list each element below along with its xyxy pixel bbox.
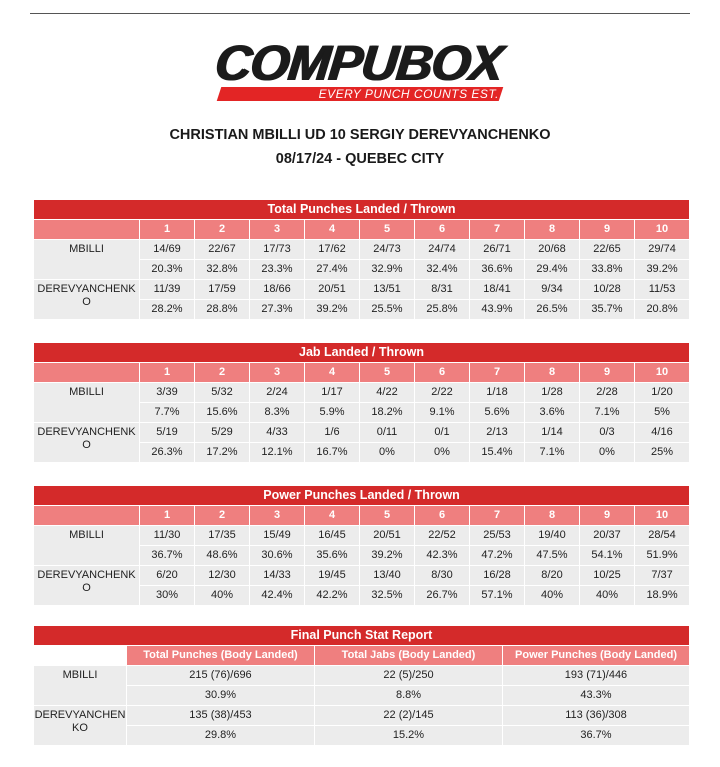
fighter-name: MBILLI <box>34 240 140 280</box>
stat-cell: 11/30 <box>140 526 195 546</box>
stat-cell: 3/39 <box>140 383 195 403</box>
stat-cell: 36.7% <box>140 546 195 566</box>
stat-cell: 12/30 <box>195 566 250 586</box>
table-title: Power Punches Landed / Thrown <box>34 486 690 506</box>
stat-cell: 18.9% <box>635 586 690 606</box>
logo-tagline: EVERY PUNCH COUNTS EST. 1985 <box>318 87 499 117</box>
round-header: 7 <box>470 363 525 383</box>
stat-cell: 25.5% <box>360 300 415 320</box>
final-row-f2-pcts <box>34 726 690 746</box>
round-header-blank <box>34 220 140 240</box>
stat-cell: 14/69 <box>140 240 195 260</box>
round-header: 9 <box>580 363 635 383</box>
round-header: 1 <box>140 506 195 526</box>
table-title: Total Punches Landed / Thrown <box>34 200 690 220</box>
stat-cell: 20/51 <box>305 280 360 300</box>
stat-cell: 8/20 <box>525 566 580 586</box>
stat-cell: 22/65 <box>580 240 635 260</box>
round-header: 5 <box>360 220 415 240</box>
fighter-name: MBILLI <box>34 383 140 423</box>
round-header: 5 <box>360 363 415 383</box>
stat-cell: 9/34 <box>525 280 580 300</box>
stat-cell: 5% <box>635 403 690 423</box>
final-cell: 135 (38)/453 <box>127 706 315 726</box>
stat-cell: 18/41 <box>470 280 525 300</box>
stat-cell: 0/1 <box>415 423 470 443</box>
stat-cell: 2/22 <box>415 383 470 403</box>
stat-cell: 20/68 <box>525 240 580 260</box>
stat-cell: 19/40 <box>525 526 580 546</box>
stat-cell: 39.2% <box>635 260 690 280</box>
fighter-name: MBILLI <box>34 666 127 706</box>
fighter-name: DEREVYANCHENKO <box>34 280 140 320</box>
stat-cell: 26.7% <box>415 586 470 606</box>
stat-cell: 11/39 <box>140 280 195 300</box>
round-header-blank <box>34 363 140 383</box>
stat-cell: 5/19 <box>140 423 195 443</box>
final-cell: 30.9% <box>127 686 315 706</box>
stat-cell: 17/62 <box>305 240 360 260</box>
stat-cell: 30% <box>140 586 195 606</box>
stat-cell: 25% <box>635 443 690 463</box>
stat-row-f1-counts <box>34 383 690 403</box>
round-header: 3 <box>250 506 305 526</box>
stat-cell: 13/40 <box>360 566 415 586</box>
round-header: 10 <box>635 220 690 240</box>
stat-cell: 7.1% <box>525 443 580 463</box>
round-header: 6 <box>415 363 470 383</box>
stat-cell: 1/6 <box>305 423 360 443</box>
stat-cell: 5/32 <box>195 383 250 403</box>
round-header: 10 <box>635 363 690 383</box>
stat-row-f1-counts <box>34 526 690 546</box>
stat-cell: 0/3 <box>580 423 635 443</box>
stat-cell: 5.9% <box>305 403 360 423</box>
stat-cell: 2/28 <box>580 383 635 403</box>
stat-cell: 7.7% <box>140 403 195 423</box>
stat-cell: 43.9% <box>470 300 525 320</box>
stat-cell: 1/14 <box>525 423 580 443</box>
stat-cell: 20.8% <box>635 300 690 320</box>
stat-cell: 8.3% <box>250 403 305 423</box>
stat-cell: 42.4% <box>250 586 305 606</box>
round-header: 5 <box>360 506 415 526</box>
stat-cell: 16/45 <box>305 526 360 546</box>
fight-title: CHRISTIAN MBILLI UD 10 SERGIY DEREVYANCHENKO <box>169 127 551 143</box>
stat-row-f1-counts <box>34 240 690 260</box>
stat-cell: 42.3% <box>415 546 470 566</box>
round-header: 3 <box>250 363 305 383</box>
stat-cell: 29.4% <box>525 260 580 280</box>
round-header: 1 <box>140 220 195 240</box>
stat-cell: 57.1% <box>470 586 525 606</box>
stat-cell: 54.1% <box>580 546 635 566</box>
stat-cell: 17/59 <box>195 280 250 300</box>
final-cell: 36.7% <box>503 726 690 746</box>
stat-cell: 14/33 <box>250 566 305 586</box>
jab-table <box>33 342 690 463</box>
compubox-logo <box>211 35 505 117</box>
final-cell: 113 (36)/308 <box>503 706 690 726</box>
stat-cell: 15/49 <box>250 526 305 546</box>
stat-cell: 24/73 <box>360 240 415 260</box>
stat-cell: 36.6% <box>470 260 525 280</box>
round-header: 9 <box>580 506 635 526</box>
stat-row-f2-counts <box>34 566 690 586</box>
fighter-name: MBILLI <box>34 526 140 566</box>
final-row-f1-counts <box>34 666 690 686</box>
final-cell: 43.3% <box>503 686 690 706</box>
stat-cell: 30.6% <box>250 546 305 566</box>
stat-cell: 2/13 <box>470 423 525 443</box>
stat-cell: 40% <box>580 586 635 606</box>
stat-cell: 16/28 <box>470 566 525 586</box>
stat-cell: 10/28 <box>580 280 635 300</box>
stat-cell: 20.3% <box>140 260 195 280</box>
stat-cell: 24/74 <box>415 240 470 260</box>
stat-cell: 2/24 <box>250 383 305 403</box>
stat-cell: 6/20 <box>140 566 195 586</box>
stat-cell: 27.3% <box>250 300 305 320</box>
round-header: 7 <box>470 220 525 240</box>
stat-cell: 40% <box>525 586 580 606</box>
stat-cell: 5.6% <box>470 403 525 423</box>
stat-cell: 12.1% <box>250 443 305 463</box>
final-cell: 29.8% <box>127 726 315 746</box>
round-header: 2 <box>195 363 250 383</box>
stat-cell: 32.9% <box>360 260 415 280</box>
fighter-name: DEREVYANCHENKO <box>34 706 127 746</box>
stat-row-f2-counts <box>34 423 690 443</box>
round-header: 4 <box>305 506 360 526</box>
round-header: 9 <box>580 220 635 240</box>
stat-cell: 0% <box>360 443 415 463</box>
stat-row-f2-counts <box>34 280 690 300</box>
stat-cell: 20/37 <box>580 526 635 546</box>
stat-cell: 23.3% <box>250 260 305 280</box>
final-cell: 22 (5)/250 <box>315 666 503 686</box>
stat-cell: 8/31 <box>415 280 470 300</box>
stat-cell: 17/73 <box>250 240 305 260</box>
stat-cell: 1/17 <box>305 383 360 403</box>
round-header: 10 <box>635 506 690 526</box>
stat-cell: 26.5% <box>525 300 580 320</box>
stat-cell: 47.2% <box>470 546 525 566</box>
final-header-power: Power Punches (Body Landed) <box>503 646 690 666</box>
stat-cell: 28/54 <box>635 526 690 546</box>
stat-cell: 22/67 <box>195 240 250 260</box>
round-header: 6 <box>415 506 470 526</box>
round-header: 8 <box>525 220 580 240</box>
stat-cell: 25/53 <box>470 526 525 546</box>
stat-cell: 13/51 <box>360 280 415 300</box>
stat-cell: 0% <box>415 443 470 463</box>
stat-cell: 32.5% <box>360 586 415 606</box>
stat-cell: 1/20 <box>635 383 690 403</box>
final-punch-stat-table <box>33 625 690 746</box>
stat-cell: 17/35 <box>195 526 250 546</box>
round-header: 6 <box>415 220 470 240</box>
stat-cell: 9.1% <box>415 403 470 423</box>
stat-cell: 8/30 <box>415 566 470 586</box>
stat-cell: 22/52 <box>415 526 470 546</box>
stat-cell: 5/29 <box>195 423 250 443</box>
stat-cell: 4/22 <box>360 383 415 403</box>
power-punches-table <box>33 485 690 606</box>
round-header: 2 <box>195 220 250 240</box>
final-table-title: Final Punch Stat Report <box>34 626 690 646</box>
round-header: 7 <box>470 506 525 526</box>
stat-cell: 29/74 <box>635 240 690 260</box>
stat-cell: 10/25 <box>580 566 635 586</box>
final-cell: 8.8% <box>315 686 503 706</box>
stat-cell: 0/11 <box>360 423 415 443</box>
final-cell: 15.2% <box>315 726 503 746</box>
round-header: 2 <box>195 506 250 526</box>
stat-cell: 3.6% <box>525 403 580 423</box>
stat-cell: 0% <box>580 443 635 463</box>
stat-cell: 28.8% <box>195 300 250 320</box>
round-header: 1 <box>140 363 195 383</box>
stat-cell: 39.2% <box>360 546 415 566</box>
stat-cell: 39.2% <box>305 300 360 320</box>
stat-cell: 18.2% <box>360 403 415 423</box>
fight-date-location: 08/17/24 - QUEBEC CITY <box>275 151 445 167</box>
stat-cell: 33.8% <box>580 260 635 280</box>
stat-cell: 51.9% <box>635 546 690 566</box>
round-header: 4 <box>305 220 360 240</box>
final-cell: 215 (76)/696 <box>127 666 315 686</box>
round-header: 8 <box>525 506 580 526</box>
stat-cell: 26/71 <box>470 240 525 260</box>
stat-cell: 26.3% <box>140 443 195 463</box>
stat-cell: 47.5% <box>525 546 580 566</box>
stat-cell: 4/16 <box>635 423 690 443</box>
logo-wordmark: COMPUBOX <box>211 35 505 91</box>
round-header: 3 <box>250 220 305 240</box>
final-header-total: Total Punches (Body Landed) <box>127 646 315 666</box>
stat-cell: 11/53 <box>635 280 690 300</box>
stat-cell: 32.8% <box>195 260 250 280</box>
fighter-name: DEREVYANCHENKO <box>34 423 140 463</box>
stat-cell: 1/18 <box>470 383 525 403</box>
stat-cell: 15.4% <box>470 443 525 463</box>
final-cell: 22 (2)/145 <box>315 706 503 726</box>
fighter-name: DEREVYANCHENKO <box>34 566 140 606</box>
final-header-blank <box>34 646 127 666</box>
stat-cell: 42.2% <box>305 586 360 606</box>
final-row-f1-pcts <box>34 686 690 706</box>
stat-cell: 25.8% <box>415 300 470 320</box>
stat-cell: 48.6% <box>195 546 250 566</box>
stat-cell: 20/51 <box>360 526 415 546</box>
stat-cell: 27.4% <box>305 260 360 280</box>
stat-cell: 40% <box>195 586 250 606</box>
stat-cell: 18/66 <box>250 280 305 300</box>
stat-cell: 16.7% <box>305 443 360 463</box>
stat-cell: 17.2% <box>195 443 250 463</box>
stat-cell: 28.2% <box>140 300 195 320</box>
stat-cell: 35.6% <box>305 546 360 566</box>
total-punches-table <box>33 199 690 320</box>
stat-cell: 7.1% <box>580 403 635 423</box>
stat-cell: 19/45 <box>305 566 360 586</box>
stat-cell: 15.6% <box>195 403 250 423</box>
stat-cell: 4/33 <box>250 423 305 443</box>
round-header-blank <box>34 506 140 526</box>
stat-cell: 32.4% <box>415 260 470 280</box>
round-header: 4 <box>305 363 360 383</box>
round-header: 8 <box>525 363 580 383</box>
stat-cell: 35.7% <box>580 300 635 320</box>
final-header-jabs: Total Jabs (Body Landed) <box>315 646 503 666</box>
final-cell: 193 (71)/446 <box>503 666 690 686</box>
stat-cell: 1/28 <box>525 383 580 403</box>
stat-cell: 7/37 <box>635 566 690 586</box>
top-rule <box>30 13 690 14</box>
final-row-f2-counts <box>34 706 690 726</box>
table-title: Jab Landed / Thrown <box>34 343 690 363</box>
